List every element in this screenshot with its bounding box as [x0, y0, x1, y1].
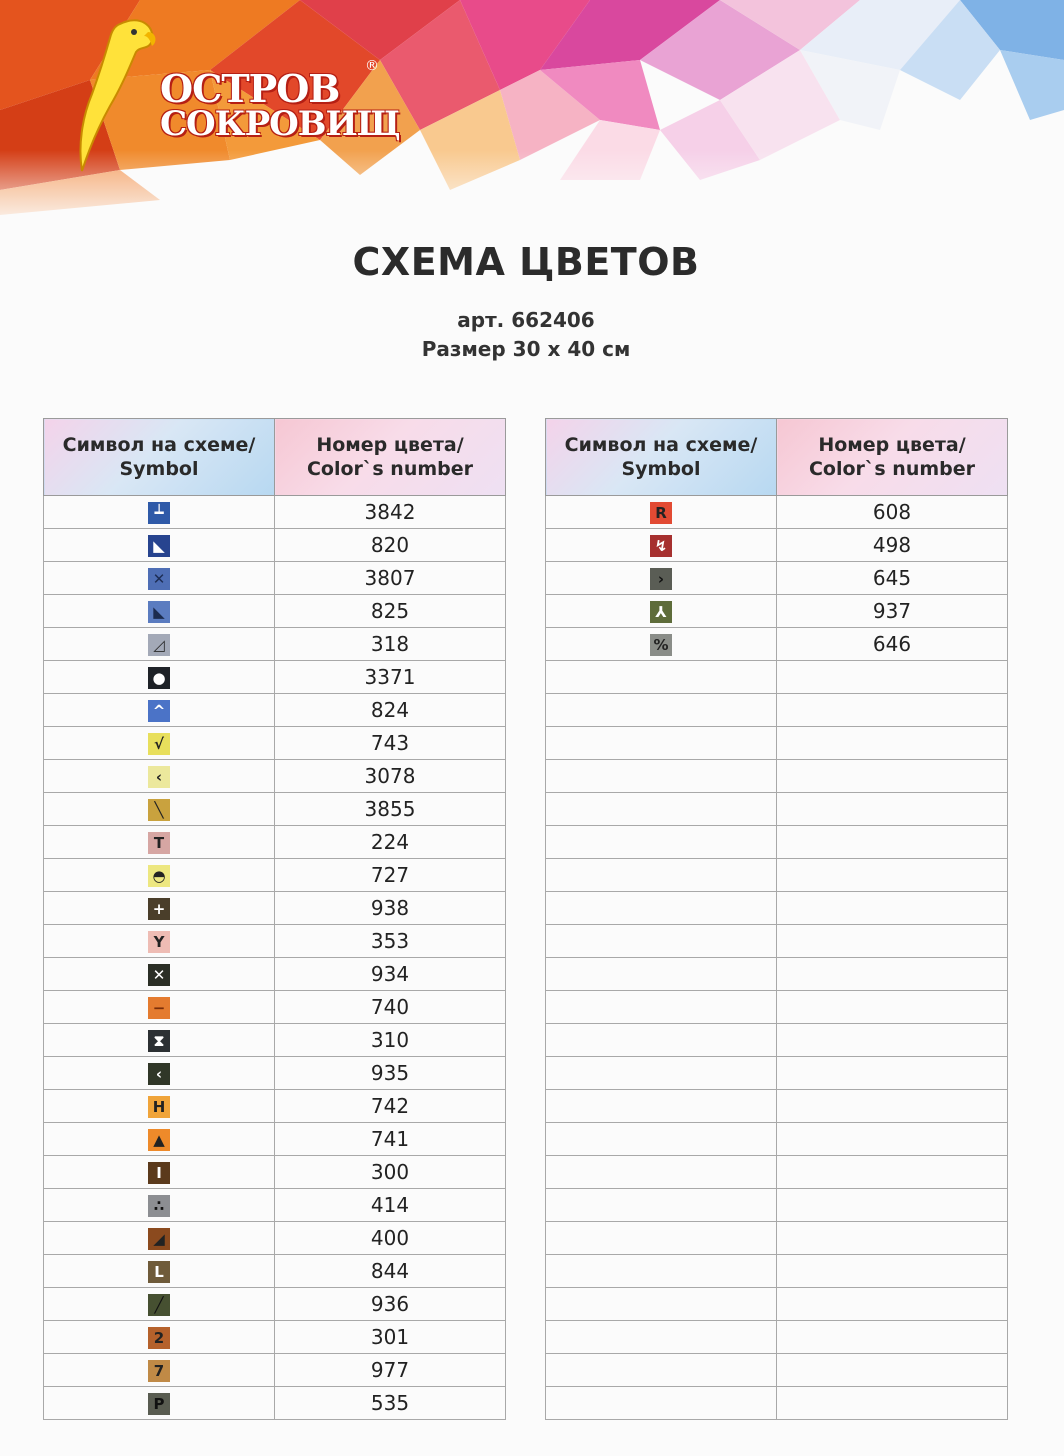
chevron-left-icon: ‹ [148, 1063, 170, 1085]
symbol-cell [44, 529, 275, 562]
symbol-cell [546, 628, 777, 661]
empty-cell [546, 826, 777, 859]
empty-cell [546, 727, 777, 760]
letter-h-icon: H [148, 1096, 170, 1118]
color-number-cell: 3842 [275, 496, 506, 529]
table-row [546, 562, 1008, 595]
empty-cell [777, 1288, 1008, 1321]
empty-table-row [546, 958, 1008, 991]
empty-cell [546, 1321, 777, 1354]
empty-cell [546, 958, 777, 991]
empty-cell [546, 793, 777, 826]
empty-cell [546, 892, 777, 925]
color-number-cell: 934 [275, 958, 506, 991]
table-row [546, 628, 1008, 661]
empty-cell [777, 1387, 1008, 1420]
brand-logo [60, 6, 400, 176]
table-row [546, 529, 1008, 562]
color-number-cell: 938 [275, 892, 506, 925]
tripod-icon: ⅄ [650, 601, 672, 623]
split-icon: ↯ [650, 535, 672, 557]
empty-table-row [546, 1255, 1008, 1288]
table-header-row [546, 419, 1008, 496]
triangle-up-icon: ▲ [148, 1129, 170, 1151]
empty-table-row [546, 1057, 1008, 1090]
color-number-cell: 300 [275, 1156, 506, 1189]
color-number-cell: 3807 [275, 562, 506, 595]
table-row [44, 1321, 506, 1354]
symbol-cell [44, 1057, 275, 1090]
table-row [44, 1354, 506, 1387]
symbol-cell [44, 595, 275, 628]
color-number-cell: 498 [777, 529, 1008, 562]
empty-cell [777, 991, 1008, 1024]
table-row [44, 991, 506, 1024]
color-number-cell: 742 [275, 1090, 506, 1123]
empty-cell [546, 991, 777, 1024]
table-row [44, 727, 506, 760]
color-number-cell: 646 [777, 628, 1008, 661]
table-row [44, 1156, 506, 1189]
empty-cell [777, 694, 1008, 727]
check-icon: √ [148, 733, 170, 755]
empty-table-row [546, 826, 1008, 859]
color-number-cell: 741 [275, 1123, 506, 1156]
symbol-cell [44, 661, 275, 694]
symbol-cell [546, 595, 777, 628]
empty-cell [546, 1090, 777, 1123]
empty-cell [777, 1189, 1008, 1222]
table-row [44, 1288, 506, 1321]
color-number-cell: 608 [777, 496, 1008, 529]
symbol-cell [44, 694, 275, 727]
color-number-cell: 400 [275, 1222, 506, 1255]
symbol-cell [44, 1123, 275, 1156]
color-number-cell: 935 [275, 1057, 506, 1090]
table-row [44, 1024, 506, 1057]
symbol-column-header: Символ на схеме/ Symbol [546, 419, 777, 496]
empty-cell [777, 1090, 1008, 1123]
half-circle-icon: ◓ [148, 865, 170, 887]
empty-cell [777, 859, 1008, 892]
color-number-cell: 3078 [275, 760, 506, 793]
empty-cell [777, 1321, 1008, 1354]
table-row [44, 1057, 506, 1090]
color-number-cell: 740 [275, 991, 506, 1024]
color-number-cell: 937 [777, 595, 1008, 628]
percent-icon: % [650, 634, 672, 656]
symbol-cell [44, 1321, 275, 1354]
symbol-cell [546, 529, 777, 562]
table-row [44, 958, 506, 991]
empty-cell [777, 958, 1008, 991]
empty-cell [777, 892, 1008, 925]
symbol-cell [44, 991, 275, 1024]
table-row [44, 1189, 506, 1222]
empty-cell [777, 1222, 1008, 1255]
symbol-cell [44, 1255, 275, 1288]
backslash-icon: ╲ [148, 799, 170, 821]
color-table-right [545, 418, 1008, 1420]
color-number-cell: 727 [275, 859, 506, 892]
table-header-row [44, 419, 506, 496]
empty-table-row [546, 991, 1008, 1024]
symbol-cell [44, 1024, 275, 1057]
symbol-cell [44, 892, 275, 925]
symbol-cell [44, 1222, 275, 1255]
empty-table-row [546, 1189, 1008, 1222]
color-number-column-header: Номер цвета/ Color`s number [275, 419, 506, 496]
table-row [44, 529, 506, 562]
bold-cross-icon: ✕ [148, 964, 170, 986]
empty-cell [546, 694, 777, 727]
empty-cell [546, 661, 777, 694]
table-row [44, 760, 506, 793]
empty-table-row [546, 1354, 1008, 1387]
table-row [44, 1387, 506, 1420]
color-number-cell: 977 [275, 1354, 506, 1387]
empty-table-row [546, 1156, 1008, 1189]
color-number-cell: 820 [275, 529, 506, 562]
table-row [44, 892, 506, 925]
article-number: арт. 662406 [457, 308, 595, 332]
symbol-cell [44, 859, 275, 892]
table-row [44, 1090, 506, 1123]
empty-table-row [546, 892, 1008, 925]
empty-table-row [546, 793, 1008, 826]
symbol-cell [546, 496, 777, 529]
empty-cell [777, 727, 1008, 760]
color-table-left [43, 418, 506, 1420]
empty-cell [546, 1057, 777, 1090]
letter-r-icon: R [650, 502, 672, 524]
empty-cell [546, 1156, 777, 1189]
symbol-cell [44, 562, 275, 595]
letter-i-icon: I [148, 1162, 170, 1184]
empty-table-row [546, 859, 1008, 892]
empty-table-row [546, 1321, 1008, 1354]
empty-cell [546, 1222, 777, 1255]
table-row [44, 1255, 506, 1288]
slash-icon: ╱ [148, 1294, 170, 1316]
table-row [546, 595, 1008, 628]
empty-table-row [546, 694, 1008, 727]
empty-cell [546, 1123, 777, 1156]
letter-l-icon: L [148, 1261, 170, 1283]
table-row [44, 793, 506, 826]
table-row [44, 496, 506, 529]
cross-icon: ✕ [148, 568, 170, 590]
brand-name-line1: ОСТРОВ [160, 66, 340, 111]
color-number-cell: 414 [275, 1189, 506, 1222]
color-number-cell: 318 [275, 628, 506, 661]
empty-cell [546, 1354, 777, 1387]
empty-cell [777, 793, 1008, 826]
color-number-cell: 645 [777, 562, 1008, 595]
dot-icon: ● [148, 667, 170, 689]
hourglass-icon: ⧗ [148, 1030, 170, 1052]
empty-cell [777, 760, 1008, 793]
color-number-cell: 301 [275, 1321, 506, 1354]
table-row [44, 661, 506, 694]
symbol-cell [44, 1189, 275, 1222]
table-row [546, 496, 1008, 529]
color-number-column-header: Номер цвета/ Color`s number [777, 419, 1008, 496]
empty-cell [777, 1024, 1008, 1057]
empty-cell [777, 1354, 1008, 1387]
color-number-cell: 825 [275, 595, 506, 628]
symbol-cell [44, 760, 275, 793]
empty-cell [546, 859, 777, 892]
symbol-cell [44, 727, 275, 760]
symbol-cell [44, 1090, 275, 1123]
color-number-cell: 743 [275, 727, 506, 760]
table-row [44, 1222, 506, 1255]
plus-icon: + [148, 898, 170, 920]
empty-cell [546, 1387, 777, 1420]
table-row [44, 562, 506, 595]
empty-cell [777, 1057, 1008, 1090]
color-number-cell: 824 [275, 694, 506, 727]
color-number-cell: 535 [275, 1387, 506, 1420]
diagonal-slash-icon: ◣ [148, 535, 170, 557]
minus-icon: − [148, 997, 170, 1019]
digit-7-icon: 7 [148, 1360, 170, 1382]
letter-t-icon: T [148, 832, 170, 854]
color-number-cell: 310 [275, 1024, 506, 1057]
symbol-cell [44, 1156, 275, 1189]
angle-left-icon: ‹ [148, 766, 170, 788]
symbol-cell [44, 1354, 275, 1387]
empty-cell [546, 1255, 777, 1288]
table-row [44, 1123, 506, 1156]
color-number-cell: 224 [275, 826, 506, 859]
empty-cell [546, 760, 777, 793]
symbol-cell [44, 1387, 275, 1420]
empty-cell [777, 826, 1008, 859]
symbol-cell [44, 628, 275, 661]
empty-cell [546, 1288, 777, 1321]
empty-table-row [546, 661, 1008, 694]
empty-table-row [546, 1222, 1008, 1255]
letter-y-icon: Y [148, 931, 170, 953]
wedge-icon: ◢ [148, 1228, 170, 1250]
page-title: СХЕМА ЦВЕТОВ [352, 240, 700, 284]
color-number-cell: 936 [275, 1288, 506, 1321]
angle-right-icon: › [650, 568, 672, 590]
canvas-size: Размер 30 х 40 см [421, 337, 631, 361]
empty-table-row [546, 727, 1008, 760]
caret-up-icon: ^ [148, 700, 170, 722]
empty-cell [777, 661, 1008, 694]
symbol-cell [44, 925, 275, 958]
three-dots-icon: ∴ [148, 1195, 170, 1217]
symbol-column-header: Символ на схеме/ Symbol [44, 419, 275, 496]
empty-table-row [546, 1288, 1008, 1321]
symbol-cell [44, 958, 275, 991]
symbol-cell [546, 562, 777, 595]
brand-name-line2: СОКРОВИЩ [160, 104, 400, 144]
color-number-cell: 3855 [275, 793, 506, 826]
empty-cell [546, 1189, 777, 1222]
empty-table-row [546, 1387, 1008, 1420]
empty-cell [777, 1156, 1008, 1189]
table-row [44, 925, 506, 958]
symbol-cell [44, 826, 275, 859]
empty-cell [777, 1123, 1008, 1156]
empty-table-row [546, 1024, 1008, 1057]
empty-table-row [546, 1090, 1008, 1123]
table-row [44, 628, 506, 661]
table-row [44, 826, 506, 859]
symbol-cell [44, 1288, 275, 1321]
symbol-cell [44, 496, 275, 529]
empty-cell [777, 1255, 1008, 1288]
digit-2-icon: 2 [148, 1327, 170, 1349]
empty-cell [777, 925, 1008, 958]
empty-cell [546, 925, 777, 958]
color-number-cell: 844 [275, 1255, 506, 1288]
color-number-cell: 3371 [275, 661, 506, 694]
table-row [44, 595, 506, 628]
color-number-cell: 353 [275, 925, 506, 958]
empty-table-row [546, 1123, 1008, 1156]
empty-table-row [546, 925, 1008, 958]
empty-table-row [546, 760, 1008, 793]
table-row [44, 859, 506, 892]
letter-p-icon: P [148, 1393, 170, 1415]
symbol-cell [44, 793, 275, 826]
t-bar-icon: ┷ [148, 502, 170, 524]
triangle-outline-icon: ◿ [148, 634, 170, 656]
table-row [44, 694, 506, 727]
registered-mark: ® [365, 58, 379, 74]
corner-triangle-icon: ◣ [148, 601, 170, 623]
empty-cell [546, 1024, 777, 1057]
